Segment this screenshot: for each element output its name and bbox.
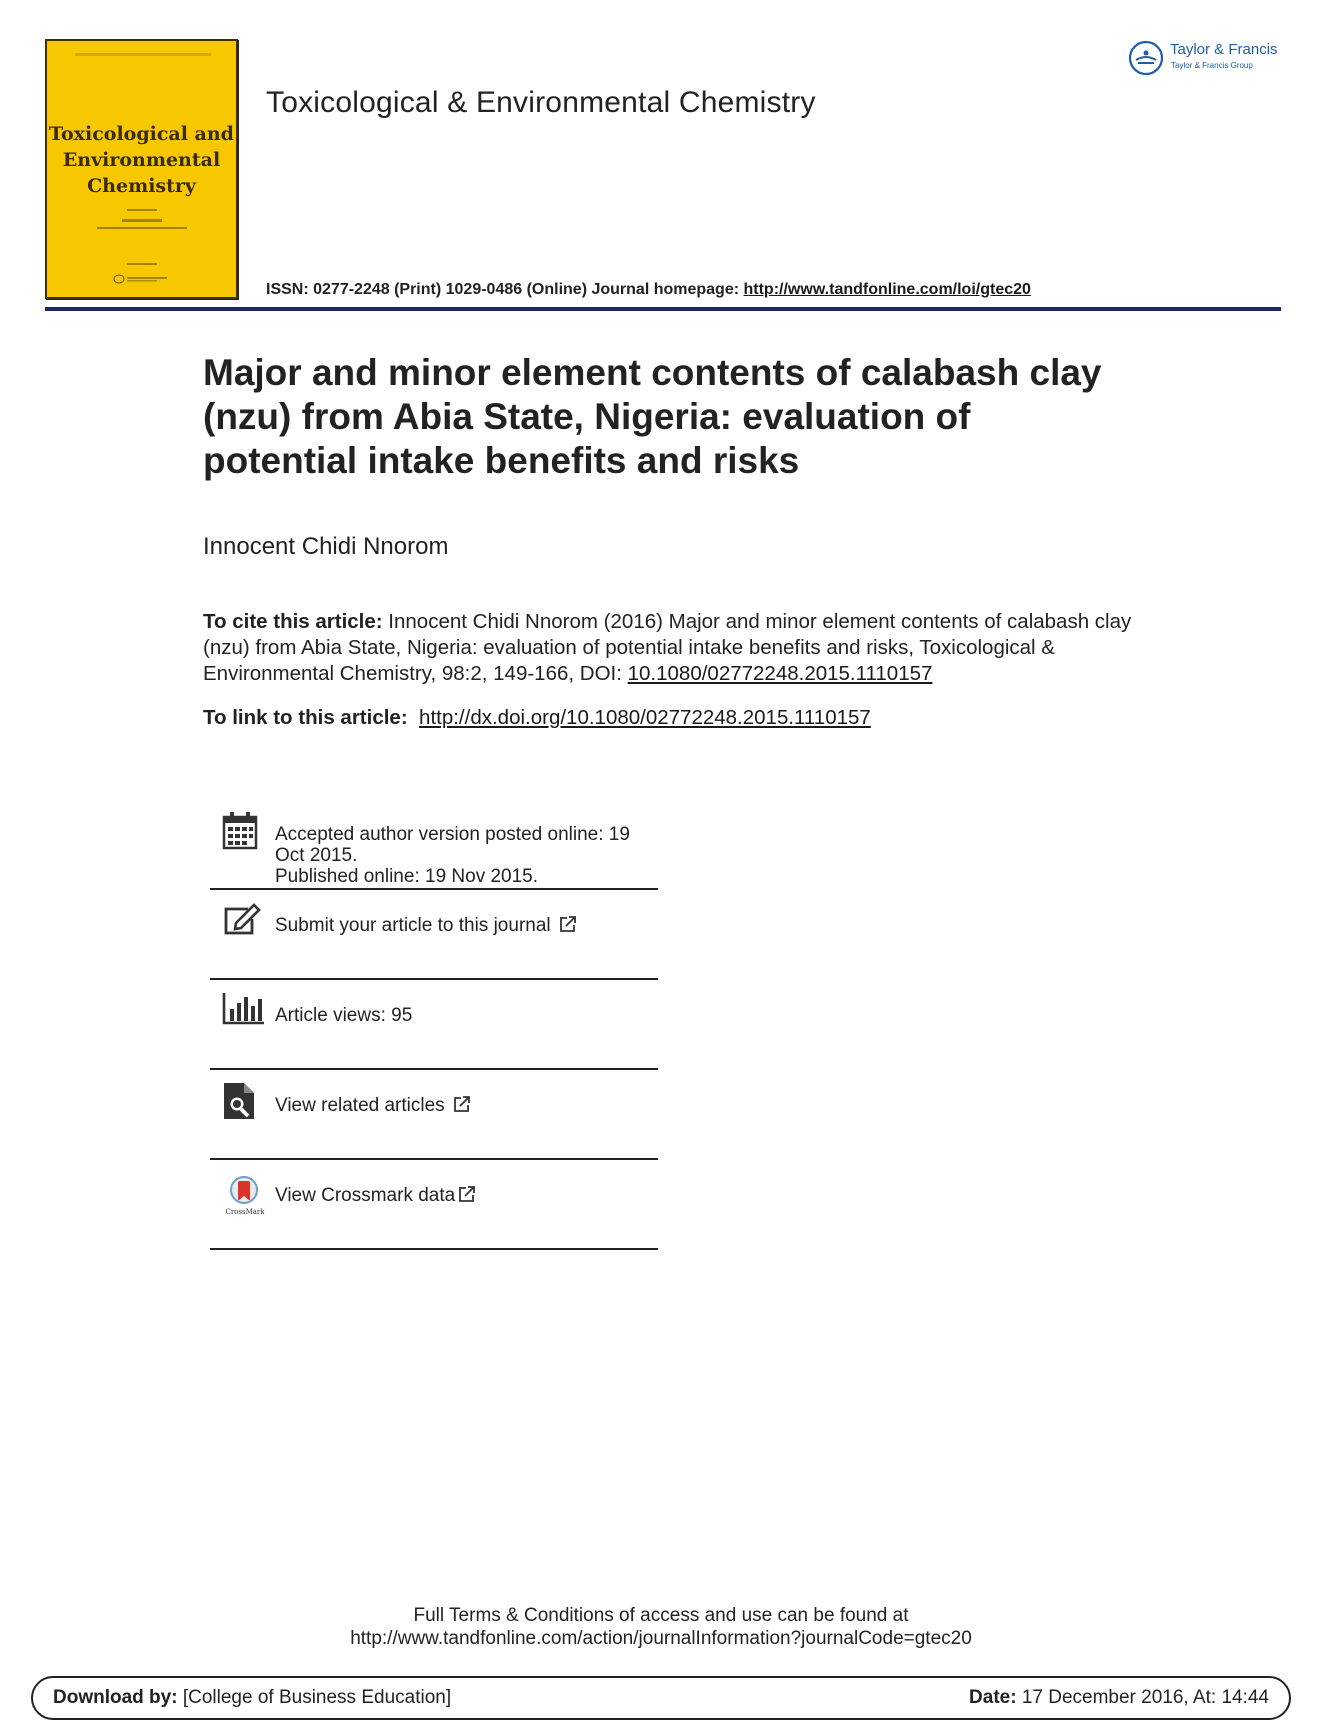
article-link-line (203, 706, 871, 730)
cover-editor-name (122, 219, 162, 222)
article-views-text: Article views: 95 (275, 1005, 413, 1026)
terms-url-link[interactable]: http://www.tandfonline.com/action/journalInformation?journalCode=gtec20 (350, 1628, 972, 1649)
crossmark-row[interactable] (210, 1160, 658, 1250)
cite-label: To cite this article: (203, 610, 383, 633)
journal-homepage-link[interactable]: http://www.tandfonline.com/loi/gtec20 (743, 281, 1031, 298)
calendar-icon (222, 812, 258, 850)
download-date: Date: 17 December 2016, At: 14:44 (969, 1687, 1269, 1708)
cover-volume-line (75, 53, 211, 56)
article-title: Major and minor element contents of calabash clay (nzu) from Abia State, Nigeria: evaluation of potential intake benefits and risks (203, 352, 1102, 481)
publisher-group: Taylor & Francis Group (1171, 61, 1253, 70)
bar-chart-icon (222, 993, 264, 1025)
document-search-icon (222, 1081, 256, 1121)
cover-editor-affiliation (97, 227, 187, 229)
crossmark-icon (222, 1176, 266, 1210)
cover-editor-line (127, 209, 157, 211)
article-doi-link[interactable]: http://dx.doi.org/10.1080/02772248.2015.1110157 (419, 706, 871, 729)
related-articles-row[interactable] (210, 1070, 658, 1160)
submit-article-row[interactable] (210, 890, 658, 980)
download-info-bar (31, 1676, 1291, 1720)
cite-text: Innocent Chidi Nnorom (2016) Major and minor element contents of calabash clay (nzu) from Abia State, Nigeria: evaluation of potential intake benefits and risks, Toxicological & Environmental Chemistry, 98:2, 149-166, DOI: (203, 610, 1132, 685)
issn-text: ISSN: 0277-2248 (Print) 1029-0486 (Online) Journal homepage: (266, 281, 744, 298)
external-link-icon (458, 1185, 476, 1203)
article-author: Innocent Chidi Nnorom (203, 533, 449, 560)
article-info-panel (210, 812, 658, 1250)
journal-cover (45, 39, 238, 299)
citation-block (203, 609, 1163, 687)
cover-title: Toxicological and Environmental Chemistry (49, 123, 234, 197)
edit-icon (222, 903, 262, 937)
submit-article-link[interactable]: Submit your article to this journal (275, 915, 577, 936)
article-views-row (210, 980, 658, 1070)
header-rule (45, 307, 1281, 311)
terms-conditions: Full Terms & Conditions of access and use can be found at http://www.tandfonline.com/action/journalInformation?journalCode=gtec20 (0, 1604, 1322, 1650)
publisher-name: Taylor & Francis (1170, 41, 1278, 58)
publication-dates-text: Accepted author version posted online: 19 Oct 2015. Published online: 19 Nov 2015. (275, 824, 630, 887)
related-articles-link[interactable]: View related articles (275, 1095, 471, 1116)
crossmark-logo-text: CrossMark (225, 1208, 265, 1216)
external-link-icon (559, 915, 577, 933)
cover-publisher-logo (113, 274, 173, 284)
journal-title: Toxicological & Environmental Chemistry (266, 86, 816, 119)
cover-issn-line (127, 263, 157, 265)
link-label: To link to this article: (203, 706, 408, 729)
cite-doi-link[interactable]: 10.1080/02772248.2015.1110157 (627, 662, 933, 685)
publication-dates-row (210, 812, 658, 890)
crossmark-link[interactable]: View Crossmark data (275, 1185, 476, 1206)
issn-line (266, 281, 1031, 299)
download-by: Download by: [College of Business Education] (53, 1687, 452, 1708)
external-link-icon (453, 1095, 471, 1113)
